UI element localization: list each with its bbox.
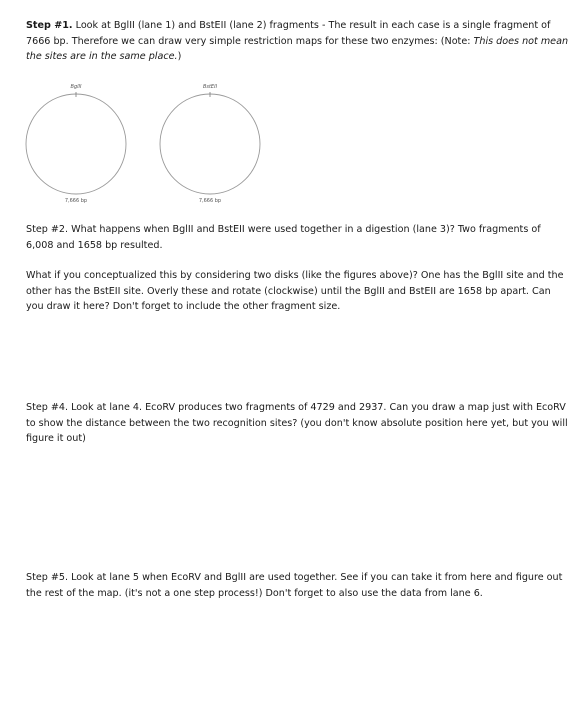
bglii-disk-size-label: 7,666 bp (64, 198, 88, 204)
step3-paragraph: What if you conceptualized this by considering two disks (like the figures above)? One has the BglII site and the other has the BstEII site. Overly these and rotate (clockwise) until the BglII and BstEII are 1658 bp apart. Can you draw it here? Don't forget to include the other fragment size. (26, 270, 564, 312)
step1-label: Step #1. (26, 20, 73, 31)
step1-close: ) (177, 51, 182, 62)
bsteii-disk-circle (160, 94, 260, 194)
step1-note: This does not mean the sites are in the same place. (26, 35, 569, 62)
step1-text: Look at BglII (lane 1) and BstEII (lane 2) fragments - The result in each case is a single fragment of 7666 bp. Therefore we can draw very simple restriction maps for these two enzymes: (Note: (26, 20, 551, 47)
bglii-disk-enzyme-label: BglII (70, 84, 82, 90)
bglii-disk (26, 84, 126, 204)
restriction-map-figure (0, 0, 584, 220)
step5-paragraph: Step #5. Look at lane 5 when EcoRV and BglII are used together. See if you can take it from here and figure out the rest of the map. (it's not a one step process!) Don't forget to also use the data from lane 6. (26, 572, 563, 599)
bsteii-disk (160, 84, 260, 204)
bsteii-disk-enzyme-label: BstEII (202, 84, 218, 90)
bsteii-disk-size-label: 7,666 bp (198, 198, 222, 204)
bglii-disk-circle (26, 94, 126, 194)
step2-paragraph: Step #2. What happens when BglII and BstEII were used together in a digestion (lane 3)? Two fragments of 6,008 and 1658 bp resulted. (26, 224, 541, 251)
step4-paragraph: Step #4. Look at lane 4. EcoRV produces two fragments of 4729 and 2937. Can you draw a map just with EcoRV to show the distance between the two recognition sites? (you don't know absolute position here yet, but you will figure it out) (26, 402, 568, 444)
